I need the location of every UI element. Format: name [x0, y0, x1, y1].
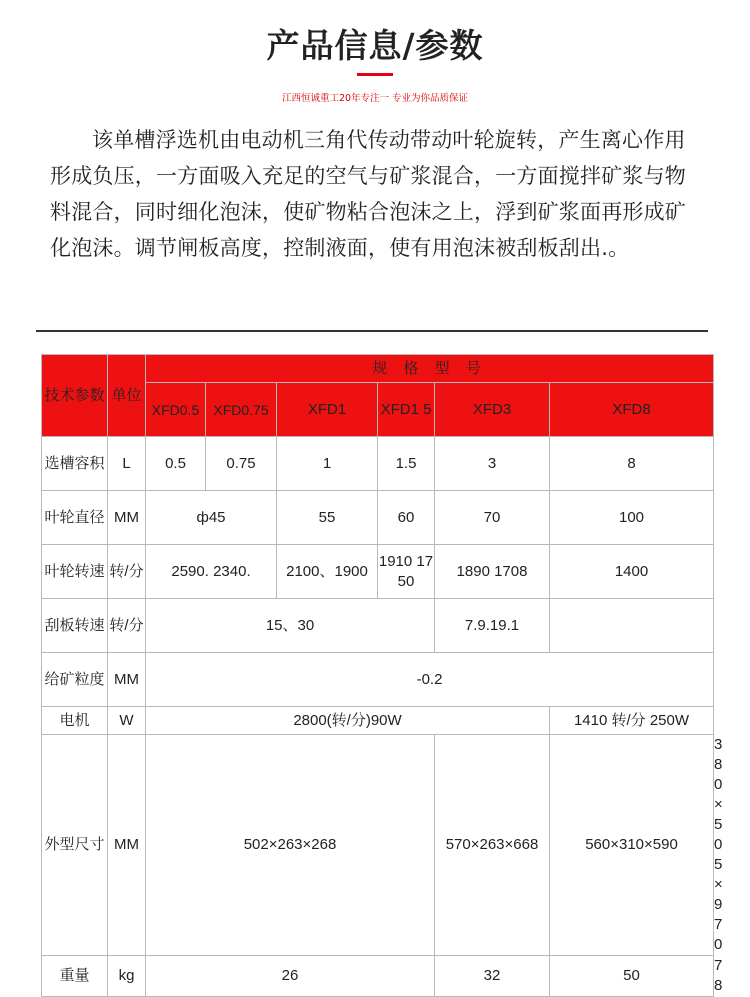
- value-cell: 570×263×668: [435, 735, 550, 956]
- value-cell: 70: [435, 491, 550, 545]
- row-label: 选槽容积: [42, 437, 108, 491]
- model-cell: XFD1 5: [378, 383, 435, 437]
- product-description: 该单槽浮选机由电动机三角代传动带动叶轮旋转，产生离心作用形成负压，一方面吸入充足的空气与矿浆混合，一方面搅拌矿浆与物料混合，同时细化泡沫，使矿物粘合泡沫之上，浮到矿浆面再形成矿化泡沫。调节闸板高度，控制液面，使有用泡沫被刮板刮出.。: [50, 128, 686, 260]
- model-cell: XFD3: [435, 383, 550, 437]
- spec-table: [41, 354, 723, 997]
- value-cell: 55: [277, 491, 378, 545]
- value-cell: 32: [435, 956, 550, 997]
- table-row-motor: [42, 707, 714, 735]
- value-cell: -0.2: [146, 653, 714, 707]
- value-cell: 15、30: [146, 599, 435, 653]
- table-header-row: [42, 355, 714, 383]
- table-row-impeller-speed: [42, 545, 714, 599]
- value-cell: 1890 1708: [435, 545, 550, 599]
- value-cell: 100: [550, 491, 714, 545]
- row-unit: 转/分: [108, 599, 146, 653]
- table-row-scraper-speed: [42, 599, 714, 653]
- page-subtitle: 江西恒诚重工20年专注一 专业为你品质保证: [281, 93, 469, 104]
- row-label: 外型尺寸: [42, 735, 108, 956]
- value-cell: 26: [146, 956, 435, 997]
- value-cell: 8: [550, 437, 714, 491]
- model-cell: XFD0.75: [206, 383, 277, 437]
- table-row-volume: [42, 437, 714, 491]
- model-cell: XFD0.5: [146, 383, 206, 437]
- value-cell: 502×263×268: [146, 735, 435, 956]
- value-cell: 2590. 2340.: [146, 545, 277, 599]
- model-cell: XFD8: [550, 383, 714, 437]
- table-row-weight: 重量 kg 26 32 50 78: [42, 956, 714, 997]
- table-row-impeller-diameter: [42, 491, 714, 545]
- table-row-feed-size: [42, 653, 714, 707]
- row-unit: 转/分: [108, 545, 146, 599]
- row-label: 电机: [42, 707, 108, 735]
- value-cell: 60: [378, 491, 435, 545]
- value-cell: 1: [277, 437, 378, 491]
- row-label: 重量: [42, 956, 108, 997]
- row-unit: kg: [108, 956, 146, 997]
- value-cell: 1400: [550, 545, 714, 599]
- row-unit: MM: [108, 491, 146, 545]
- value-cell: 1410 转/分 250W: [550, 707, 714, 735]
- title-underline: [357, 73, 393, 76]
- row-unit: MM: [108, 653, 146, 707]
- corner-header-cell: 技术参数: [42, 355, 108, 437]
- row-label: 给矿粒度: [42, 653, 108, 707]
- value-cell: 560×310×590: [550, 735, 714, 956]
- table-row-dimensions: 外型尺寸 MM 502×263×268 570×263×668 560×310×590 380×505×970: [42, 735, 714, 956]
- value-cell: 2100、1900: [277, 545, 378, 599]
- row-unit: L: [108, 437, 146, 491]
- page-title: 产品信息/参数: [266, 26, 484, 65]
- row-label: 叶轮直径: [42, 491, 108, 545]
- row-label: 叶轮转速: [42, 545, 108, 599]
- value-cell: 0.5: [146, 437, 206, 491]
- section-divider: [36, 330, 708, 332]
- value-cell: 7.9.19.1: [435, 599, 550, 653]
- value-cell: ф45: [146, 491, 277, 545]
- value-cell: 0.75: [206, 437, 277, 491]
- unit-header-cell: 单位: [108, 355, 146, 437]
- value-cell: 1910 1750: [378, 545, 435, 599]
- model-cell: XFD1: [277, 383, 378, 437]
- row-unit: MM: [108, 735, 146, 956]
- value-cell: 3: [435, 437, 550, 491]
- models-header-cell: 规 格 型 号: [146, 355, 714, 383]
- value-cell: 2800(转/分)90W: [146, 707, 550, 735]
- row-label: 刮板转速: [42, 599, 108, 653]
- row-unit: W: [108, 707, 146, 735]
- value-cell: 1.5: [378, 437, 435, 491]
- value-cell: 50: [550, 956, 714, 997]
- value-cell: [550, 599, 714, 653]
